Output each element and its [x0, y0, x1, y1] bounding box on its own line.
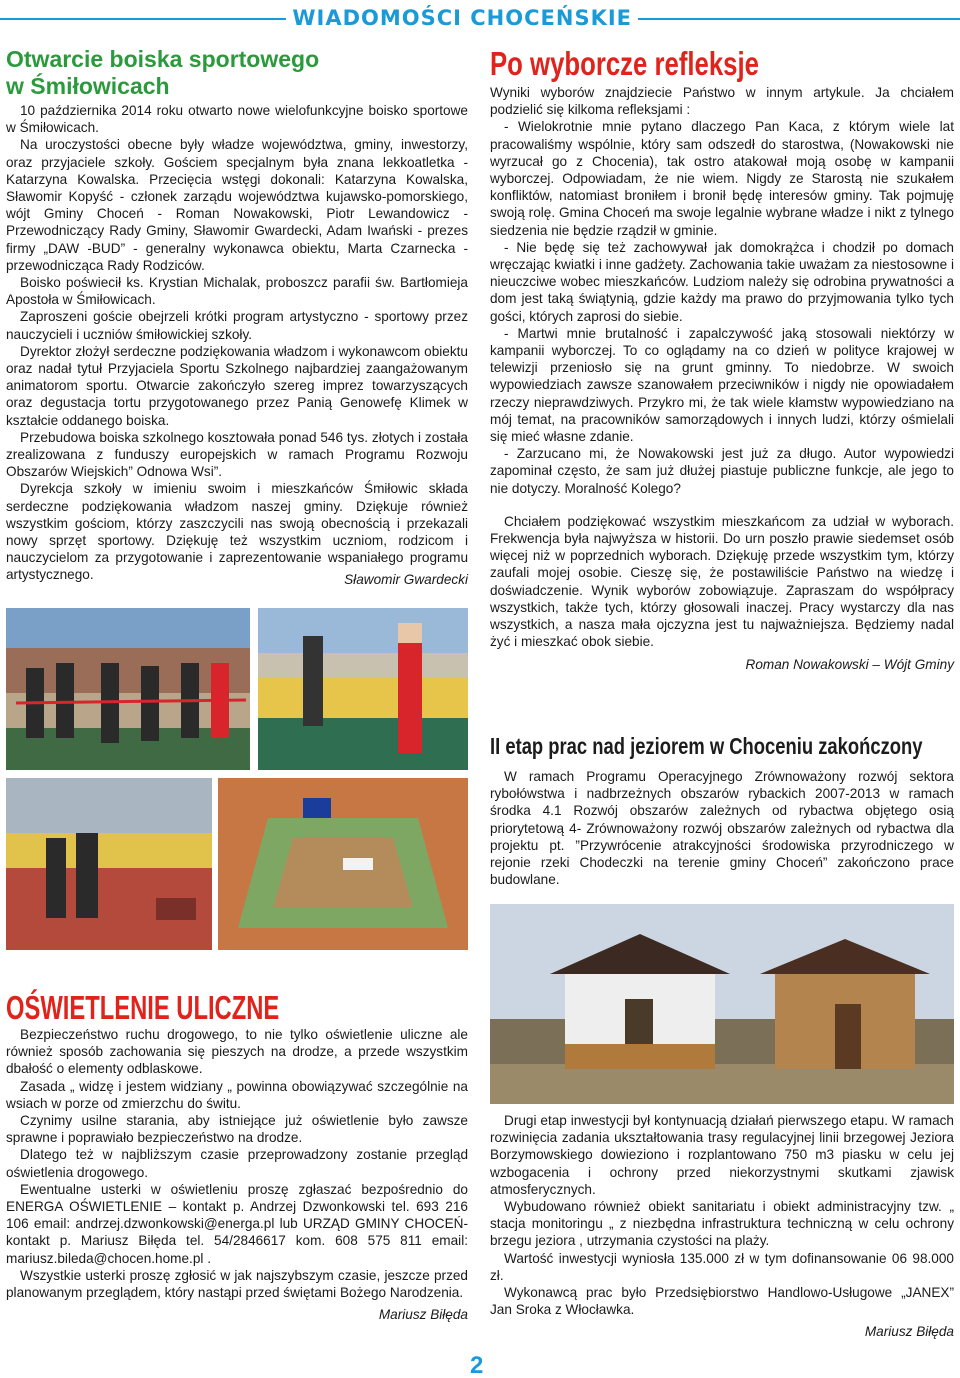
paragraph: Dyrektor złożył serdeczne podziękowania władzom i wykonawcom obiektu oraz nadał tytuł Przyjaciela Sportu Szkolnego najbardziej zaangażowanym animatorom sportu. Otwarcie zakończyło szereg imprez towarzyszących oraz degustacja tortu przygotowanego przez Panią Genowefę Klimek w kształcie oddanego boiska. — [6, 343, 468, 428]
article-title: OŚWIETLENIE ULICZNE — [6, 989, 280, 1026]
cake-photo — [218, 778, 468, 950]
article-sports-field — [6, 46, 468, 587]
paragraph: Bezpieczeństwo ruchu drogowego, to nie tylko oświetlenie uliczne ale również sposób zachowania się pieszych na drodze, a przede wszystkim dbałość o elementy odblaskowe. — [6, 1027, 468, 1077]
paragraph: Dyrekcja szkoły w imieniu swoim i mieszkańców Śmiłowic składa serdeczne podziękowania władzom naszej gminy. Dziękuje również wszystkim gościom, którzy zaszczycili nas swoją obecnością i przekazali nowy sprzęt sportowy. Dziękuję też wszystkim uczniom, rodzicom i nauczycielom za przygotowanie i zaprezentowanie wspaniałego programu artystycznego. — [6, 481, 468, 583]
article-election-reflections — [490, 46, 954, 672]
paragraph: - Zarzucano mi, że Nowakowski jest już za długo. Autor wypowiedzi zapominał często, że sam już dłużej piastuje publiczne funkcje, ale jego to nie dotyczy. Moralność Kolego? — [490, 446, 954, 496]
paragraph: Boisko poświecił ks. Krystian Michalak, proboszcz parafii św. Bartłomieja Apostoła w Śmiłowicach. — [6, 275, 468, 308]
page-number: 2 — [470, 1352, 484, 1378]
ceremony-photo — [258, 608, 468, 770]
paragraph: Przebudowa boiska szkolnego kosztowała ponad 546 tys. złotych i została zrealizowana z funduszy europejskich w ramach Programu Rozwoju Obszarów Wiejskich” Odnowa Wsi”. — [6, 429, 468, 480]
paragraph: Chciałem podziękować wszystkim mieszkańcom za udział w wyborach. Frekwencja była najwyższa w historii. Do urn poszło prawie siedemset osób więcej niż w poprzednich wyborach. Dziękuję przede wszystkim tym, którzy zaufali mojej osobie. Cieszę się, że postawiliście Państwo na wiedzę i doświadczenie. Wynik wyborów zobowiązuje. Zapraszam do współpracy wszystkich, także tych, którzy głosowali inaczej. Pracy wystarczy dla nas wszystkich, a nasza mała ojczyzna jest tu najważniejsza. Będziemy nadal żyć i mieszkać obok siebie. — [490, 513, 954, 650]
paragraph: Ewentualne usterki w oświetleniu proszę zgłaszać bezpośrednio do ENERGA OŚWIETLENIE – kontakt p. Andrzej Dzwonkowski tel. 693 216 106 email: andrzej.dzwonkowski@energa.pl lub URZĄD GMINY CHOCEŃ- kontakt p. Mariusz Biłęda tel. 54/2846617 kom. 608 575 811 email: mariusz.bileda@chocen.home.pl . — [6, 1181, 468, 1266]
award-photo — [6, 778, 212, 950]
signature: Sławomir Gwardecki — [344, 571, 468, 587]
paragraph: Zaproszeni goście obejrzeli krótki program artystyczno - sportowy przez nauczycieli i uczniów śmiłowickiej szkoły. — [6, 309, 468, 342]
paragraph: Wartość inwestycji wyniosła 135.000 zł w tym dofinansowanie 06 98.000 zł. — [490, 1250, 954, 1283]
paragraph: Czynimy usilne starania, aby istniejące już oświetlenie było zawsze sprawne i poprawiało bezpieczeństwo na drodze. — [6, 1113, 468, 1146]
article-street-lighting — [6, 990, 468, 1322]
article-title: II etap prac nad jeziorem w Choceniu zakończony — [490, 733, 923, 759]
signature: Roman Nowakowski – Wójt Gminy — [745, 656, 954, 672]
paragraph: Wyniki wyborów znajdziecie Państwo w innym artykule. Ja chciałem podzielić się kilkoma refleksjami : — [490, 85, 954, 118]
article-lake-works — [490, 732, 954, 888]
ribbon-cutting-photo — [6, 608, 250, 770]
article-lake-works-continued — [490, 1112, 954, 1339]
paragraph: W ramach Programu Operacyjnego Zrównoważony rozwój sektora rybołówstwa i nadbrzeżnych obszarów rybackich 2007-2013 w ramach środka 4.1 Rozwój obszarów zależnych od rybactwa objętego osią priorytetową 4- Zrównoważony rozwój obszarów zależnych od rybactwa dla projektu pt. ”Przywrócenie atrakcyjności środowiska przyrodniczego w rejonie rzeki Chodeczki na terenie gminy Choceń” zakończono prace budowlane. — [490, 769, 954, 888]
signature: Mariusz Biłęda — [378, 1307, 468, 1323]
page-header — [0, 0, 960, 40]
article-title: Po wyborcze refleksje — [490, 45, 759, 82]
paragraph: - Nie będę się też zachowywał jak domokrążca i chodził po domach wręczając kwiatki i inne gadżety. Zachowania takie uważam za niestosowne i nieuczciwe wobec mieszkańców. Ludziom należy się odrobina prywatności a dom jest taką świątynią, gdzie każdy ma prawo do przyjmowania tylko tych gości, których zaprosi do siebie. — [490, 239, 954, 324]
paragraph: Drugi etap inwestycji był kontynuacją działań pierwszego etapu. W ramach rozwinięcia zadania ukształtowania trasy regulacyjnej linii brzegowej Jeziora Borzymowskiego dowieziono i rozplantowano 750 m3 piasku w celu jej wzbogacenia i ochrony przed niekorzystnymi skutkami zjawisk atmosferycznych. — [490, 1113, 954, 1197]
paragraph: Dlatego też w najbliższym czasie przeprowadzony zostanie przegląd oświetlenia drogowego. — [6, 1147, 468, 1180]
paragraph: Zasada „ widzę i jestem widziany „ powinna obowiązywać szczególnie na wsiach w porze od zmierzchu do świtu. — [6, 1078, 468, 1111]
paragraph: Wszystkie usterki proszę zgłosić w jak najszybszym czasie, jeszcze przed planowanym przeglądem, który nastąpi przed świętami Bożego Narodzenia. — [6, 1267, 468, 1301]
article-title-line2: w Śmiłowicach — [6, 73, 170, 99]
paragraph: Wybudowano również obiekt sanitariatu i obiekt administracyjny tzw. „ stacja monitoringu „ z niezbędna infrastruktura techniczną w celu ochrony brzegu jeziora , utrzymania czystości na plaży. — [490, 1199, 954, 1249]
article-title: Otwarcie boiska sportowego — [6, 46, 320, 72]
lake-buildings-photo — [490, 904, 954, 1104]
paragraph: - Martwi mnie brutalność i zapalczywość jaką stosowali niektórzy w kampanii wyborczej. To co oglądamy na co dzień w polityce krajowej w telewizji przeniosło się na grunt gminny. To niedobrze. W swoich wypowiedziach zawsze szanowałem przeciwników i nigdy nie opowiadałem rzeczy nieprawdziwych. Przykro mi, że tak wiele kłamstw wypowiedziano na mój temat, na pracowników samorządowych i innych ludzi, którzy ośmielali się mieć własne zdanie. — [490, 325, 954, 445]
paragraph: - Wielokrotnie mnie pytano dlaczego Pan Kaca, z którym wiele lat pracowaliśmy wspólnie, który sam odszedł do starostwa, (Nowakowski nie wyrzucał go z Chocenia), tak ostro atakował moją osobę w kampanii wyborczej. Odpowiadam, że nie wiem. Nigdy ze Starostą nie szukałem konfliktów, natomiast broniłem i bronił będę interesów gminy. Tak pojmuję swoją rolę. Gmina Choceń ma swoje legalnie wybrane władze i nikt z tylnego siedzenia nie będzie rządził w gminie. — [490, 119, 954, 238]
paragraph: Na uroczystości obecne były władze województwa, gminy, inwestorzy, oraz przyjaciele szkoły. Gościem specjalnym była znana lekkoatletka - Katarzyna Kowalska. Przecięcia wstęgi dokonali: Katarzyna Kowalska, Sławomir Kopyść - członek zarządu województwa kujawsko-pomorskiego, wójt Gminy Choceń - Roman Nowakowski, Piotr Lewandowicz - Przewodniczący Rady Gminy, Sławomir Gwardecki, Adam Iwański - prezes firmy „DAW -BUD” - generalny wykonawca obiektu, Marta Czarnecka - przewodnicząca Rady Rodziców. — [6, 137, 468, 273]
paragraph: Wykonawcą prac było Przedsiębiorstwo Handlowo-Usługowe „JANEX” Jan Sroka z Włocławka. — [490, 1285, 954, 1318]
newspaper-title: WIADOMOŚCI CHOCEŃSKIE — [286, 6, 638, 30]
paragraph: 10 października 2014 roku otwarto nowe wielofunkcyjne boisko sportowe w Śmiłowicach. — [6, 103, 468, 136]
signature: Mariusz Biłęda — [864, 1324, 954, 1340]
